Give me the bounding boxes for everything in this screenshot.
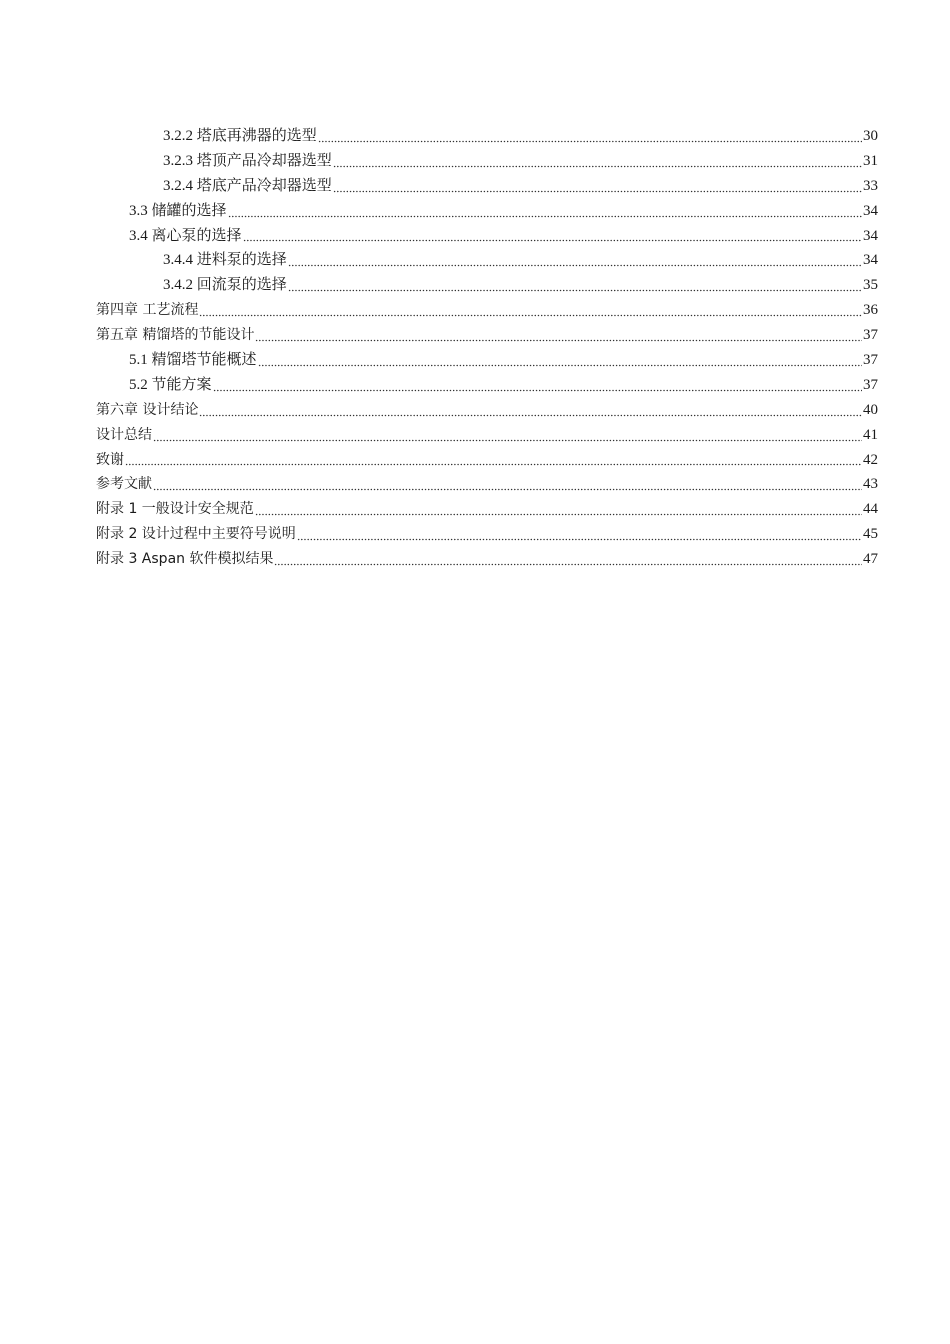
toc-entry-title: 5.2 节能方案 <box>129 376 212 393</box>
toc-entry[interactable] <box>96 323 878 348</box>
toc-entry[interactable] <box>96 448 878 473</box>
toc-dot-leader <box>318 123 862 143</box>
toc-entry-title: 附录 1 一般设计安全规范 <box>96 501 254 518</box>
toc-entry-title: 3.2.4 塔底产品冷却器选型 <box>163 177 332 194</box>
toc-entry-title: 附录 3 Aspan 软件模拟结果 <box>96 551 274 568</box>
toc-page-number: 30 <box>863 128 878 144</box>
toc-entry-title: 5.1 精馏塔节能概述 <box>129 352 257 369</box>
toc-page-number: 40 <box>863 401 878 418</box>
toc-entry[interactable] <box>96 273 878 298</box>
toc-entry-title: 3.4 离心泵的选择 <box>129 227 242 244</box>
toc-dot-leader <box>333 148 862 168</box>
toc-entry[interactable] <box>96 348 878 373</box>
toc-entry[interactable] <box>96 124 878 149</box>
toc-page-number: 33 <box>863 177 878 194</box>
toc-page-number: 37 <box>863 327 878 344</box>
toc-dot-leader <box>125 446 862 466</box>
toc-dot-leader <box>258 347 862 367</box>
table-of-contents <box>96 124 878 572</box>
toc-dot-leader <box>199 397 862 417</box>
toc-page-number: 34 <box>863 202 878 219</box>
toc-dot-leader <box>288 272 862 292</box>
toc-dot-leader <box>288 247 862 267</box>
toc-entry[interactable] <box>96 224 878 249</box>
toc-dot-leader <box>333 173 862 193</box>
toc-entry-title: 3.4.4 进料泵的选择 <box>163 252 287 269</box>
toc-page-number: 47 <box>863 551 878 568</box>
toc-page-number: 41 <box>863 426 878 443</box>
toc-entry[interactable] <box>96 472 878 497</box>
toc-entry[interactable] <box>96 199 878 224</box>
toc-entry[interactable] <box>96 522 878 547</box>
toc-entry-title: 设计总结 <box>96 426 152 443</box>
toc-dot-leader <box>255 496 862 516</box>
toc-page-number: 31 <box>863 152 878 169</box>
toc-entry[interactable] <box>96 373 878 398</box>
toc-page-number: 43 <box>863 476 878 493</box>
toc-entry[interactable] <box>96 149 878 174</box>
toc-page-number: 35 <box>863 277 878 294</box>
toc-entry-title: 第六章 设计结论 <box>96 401 199 418</box>
toc-entry[interactable] <box>96 547 878 572</box>
toc-entry-title: 3.4.2 回流泵的选择 <box>163 277 287 294</box>
toc-page-number: 42 <box>863 451 878 468</box>
toc-entry-title: 3.3 储罐的选择 <box>129 202 227 219</box>
toc-page-number: 34 <box>863 227 878 244</box>
toc-entry-title: 3.2.3 塔顶产品冷却器选型 <box>163 152 332 169</box>
toc-entry[interactable] <box>96 423 878 448</box>
toc-dot-leader <box>297 521 862 541</box>
toc-dot-leader <box>199 297 862 317</box>
toc-dot-leader <box>153 422 862 442</box>
toc-page-number: 37 <box>863 376 878 393</box>
toc-dot-leader <box>274 546 862 566</box>
toc-entry-title: 第五章 精馏塔的节能设计 <box>96 327 255 344</box>
toc-page-number: 36 <box>863 302 878 319</box>
toc-entry[interactable] <box>96 298 878 323</box>
toc-page-number: 37 <box>863 352 878 369</box>
toc-entry[interactable] <box>96 497 878 522</box>
toc-page-number: 44 <box>863 501 878 518</box>
toc-dot-leader <box>255 322 862 342</box>
toc-page-number: 45 <box>863 526 878 543</box>
toc-entry-title: 参考文献 <box>96 476 152 493</box>
toc-entry[interactable] <box>96 248 878 273</box>
toc-entry[interactable] <box>96 398 878 423</box>
toc-entry-title: 3.2.2 塔底再沸器的选型 <box>163 128 317 144</box>
toc-dot-leader <box>213 372 862 392</box>
toc-entry-title: 第四章 工艺流程 <box>96 302 199 319</box>
toc-entry[interactable] <box>96 174 878 199</box>
toc-dot-leader <box>228 198 862 218</box>
toc-dot-leader <box>153 471 862 491</box>
toc-page-number: 34 <box>863 252 878 269</box>
toc-entry-title: 致谢 <box>96 451 124 468</box>
toc-dot-leader <box>243 222 862 242</box>
toc-entry-title: 附录 2 设计过程中主要符号说明 <box>96 526 296 543</box>
